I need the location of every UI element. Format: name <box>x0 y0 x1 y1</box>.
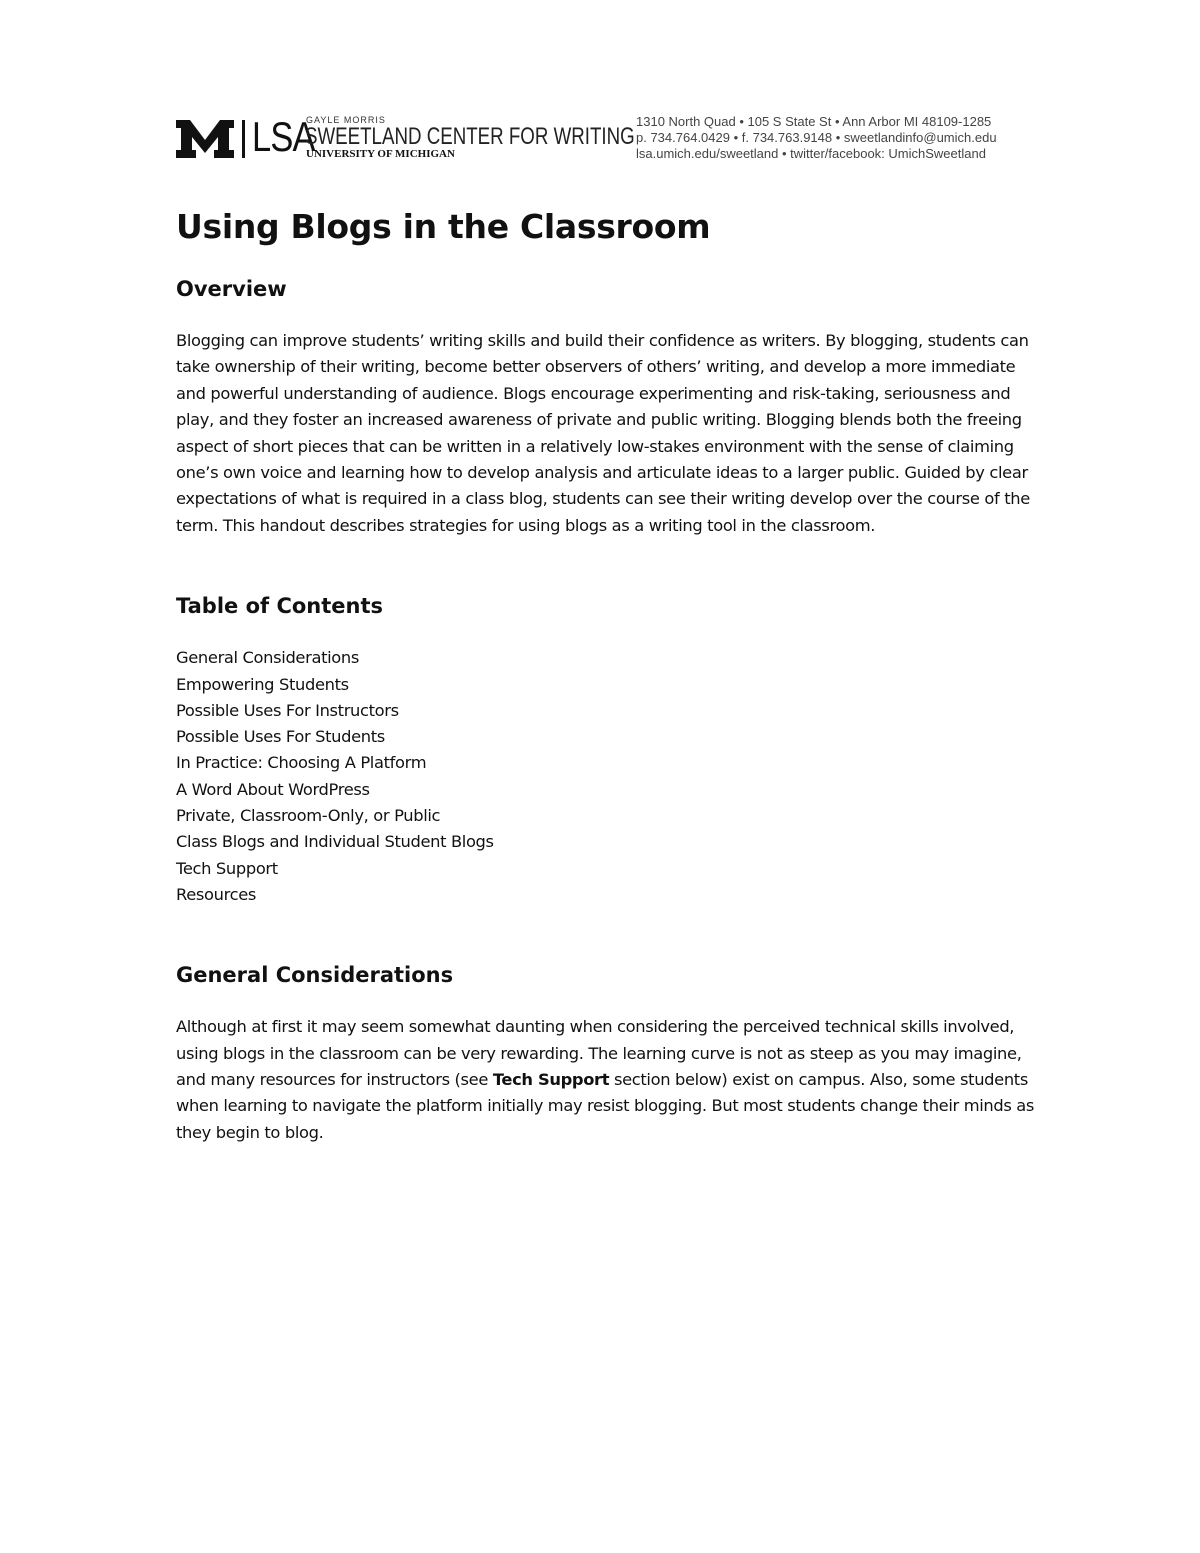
toc-link-resources[interactable]: Resources <box>176 884 256 904</box>
contact-address: 1310 North Quad • 105 S State St • Ann Arbor MI 48109-1285 <box>636 114 992 129</box>
block-m-icon <box>176 120 234 158</box>
toc-link-class-blogs[interactable]: Class Blogs and Individual Student Blogs <box>176 832 494 852</box>
general-considerations-paragraph <box>176 1014 1036 1146</box>
contact-phone-email: p. 734.764.0429 • f. 734.763.9148 • sweetlandinfo@umich.edu <box>636 130 997 145</box>
toc-link-private-public[interactable]: Private, Classroom-Only, or Public <box>176 806 441 826</box>
toc-item <box>176 698 1036 724</box>
sweetland-logo <box>176 112 635 162</box>
logo-divider <box>242 120 245 158</box>
toc-link-uses-for-instructors[interactable]: Possible Uses For Instructors <box>176 700 399 720</box>
toc-item <box>176 882 1036 908</box>
center-name: SWEETLAND CENTER FOR WRITING <box>305 123 635 150</box>
toc-link-empowering-students[interactable]: Empowering Students <box>176 674 349 694</box>
toc-item <box>176 672 1036 698</box>
toc-item <box>176 829 1036 855</box>
toc-item <box>176 777 1036 803</box>
overview-heading: Overview <box>176 277 287 301</box>
contact-info <box>636 114 1026 162</box>
toc-item <box>176 645 1036 671</box>
overview-paragraph: Blogging can improve students’ writing skills and build their confidence as writers. By blogging, students can take ownership of their writing, become better observers of others’ writing, and develop a more immediate and powerful understanding of audience. Blogs encourage experimenting and risk-taking, seriousness and play, and they foster an increased awareness of private and public writing. Blogging blends both the freeing aspect of short pieces that can be written in a relatively low-stakes environment with the sense of claiming one’s own voice and learning how to develop analysis and articulate ideas to a larger public. Guided by clear expectations of what is required in a class blog, students can see their writing develop over the course of the term. This handout describes strategies for using blogs as a writing tool in the classroom. <box>176 331 1030 535</box>
toc-item <box>176 750 1036 776</box>
toc-item <box>176 803 1036 829</box>
toc-item <box>176 856 1036 882</box>
contact-web-social: lsa.umich.edu/sweetland • twitter/facebook: UmichSweetland <box>636 146 986 161</box>
toc-link-tech-support[interactable]: Tech Support <box>176 858 278 878</box>
overview-section <box>176 274 1036 539</box>
toc-section <box>176 591 1036 908</box>
toc-list <box>176 645 1036 908</box>
toc-link-wordpress[interactable]: A Word About WordPress <box>176 779 370 799</box>
paragraph-text-start: Although at first it may seem somewhat daunting when considering the perceived technical skills involved, using blogs in the classroom can be very rewarding. The learning curve is not as steep as you may imagine, and many resources for instructors (see <box>176 1017 1022 1090</box>
gayle-morris-label: GAYLE MORRIS <box>306 115 386 125</box>
document-body <box>176 200 1036 1146</box>
toc-link-choosing-platform[interactable]: In Practice: Choosing A Platform <box>176 753 427 773</box>
university-name: UNIVERSITY OF MICHIGAN <box>306 148 455 160</box>
letterhead <box>176 112 1026 162</box>
general-considerations-section <box>176 960 1036 1146</box>
tech-support-reference: Tech Support <box>492 1070 610 1090</box>
paragraph-text-end: section below) exist on campus. Also, some students when learning to navigate the platform initially may resist blogging. But most students change their minds as they begin to blog. <box>176 1070 1035 1142</box>
toc-item <box>176 724 1036 750</box>
toc-link-general-considerations[interactable]: General Considerations <box>176 648 359 668</box>
lsa-wordmark: LSA <box>252 113 315 160</box>
document-title: Using Blogs in the Classroom <box>176 207 711 246</box>
toc-link-uses-for-students[interactable]: Possible Uses For Students <box>176 727 385 747</box>
toc-heading: Table of Contents <box>176 594 384 619</box>
general-considerations-heading: General Considerations <box>176 963 454 988</box>
